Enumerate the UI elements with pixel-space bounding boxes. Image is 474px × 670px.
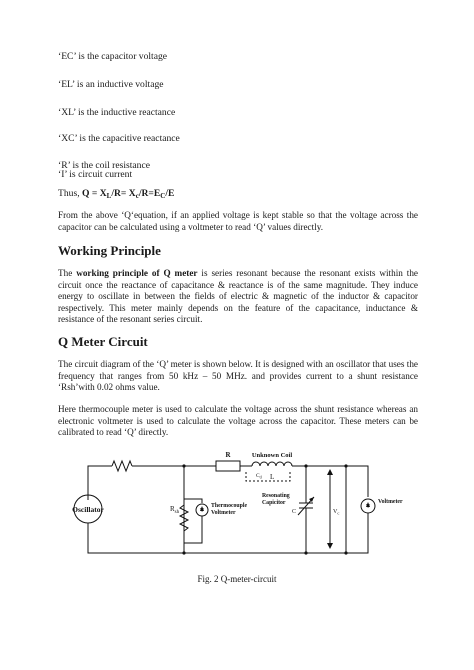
formula-q: Q = X	[81, 188, 107, 199]
cd-main: C	[256, 473, 260, 479]
formula-mid: /R= X	[111, 188, 136, 199]
formula-sub-c: c	[135, 192, 139, 200]
cd-label	[256, 473, 262, 480]
vc-label	[333, 509, 339, 516]
intro-paragraph: From the above ‘Q‘equation, if an applied voltage is kept stable so that the voltage across the capacitor can be calculated using a voltmeter to read ‘Q’ values directly.	[58, 210, 418, 232]
definition-ec: ‘EC’ is the capacitor voltage	[58, 51, 168, 62]
unknown-coil-label: Unknown Coil	[251, 452, 293, 459]
q-formula	[58, 188, 174, 200]
wp-text: is series resonant because the resonant exists within the circuit once the reactance of capacitance & reactance is of the same magnitude. They induce energy to oscillate in between the fields of electric & magnetic of the inductor & capacitor respectively. This meter mainly depends on the feature of the capacitance, inductance & resistance of the resonant series circuit.	[58, 268, 418, 325]
definition-xc: ‘XC’ is the capacitive reactance	[58, 133, 180, 144]
rsh-label	[170, 505, 180, 515]
thermocouple-label-2: Voltmeter	[211, 510, 236, 516]
circuit-paragraph-2: Here thermocouple meter is used to calculate the voltage across the shunt resistance whereas an electronic voltmeter is used to calculate the voltage across the capacitor. These meters can be calibrated to read ‘Q’ directly.	[58, 404, 418, 438]
formula-prefix: Thus,	[58, 188, 82, 199]
thermocouple-label-1: Thermocouple	[211, 503, 248, 509]
working-principle-heading: Working Principle	[58, 243, 161, 258]
vc-sub: c	[337, 510, 340, 516]
formula-rest: /R=E	[138, 188, 161, 199]
l-label: L	[270, 473, 275, 481]
resonating-label-2: Capicitor	[262, 500, 286, 506]
definition-r: ‘R’ is the coil resistance	[58, 160, 150, 171]
rsh-main: R	[170, 505, 175, 513]
voltmeter-label: Voltmeter	[378, 499, 403, 505]
r-label: R	[225, 451, 231, 459]
working-principle-paragraph	[58, 268, 418, 326]
resonating-label-1: Resonating	[262, 493, 290, 499]
definition-xl: ‘XL’ is the inductive reactance	[58, 107, 176, 118]
wp-bold-term: working principle of Q meter	[76, 268, 198, 278]
formula-end: /E	[165, 188, 175, 199]
voltmeter-v-symbol: V	[365, 504, 371, 510]
rsh-sub: sh	[174, 510, 180, 515]
oscillator-label: Oscillator	[72, 505, 104, 514]
q-meter-circuit-diagram	[72, 447, 403, 565]
definition-el: ‘EL’ is an inductive voltage	[58, 79, 164, 90]
vc-main: V	[333, 509, 338, 515]
formula-sub-c2: C	[160, 192, 166, 200]
definition-i: ‘I’ is circuit current	[58, 169, 133, 180]
q-meter-circuit-heading: Q Meter Circuit	[58, 334, 148, 349]
thermocouple-v-symbol: V	[199, 508, 205, 514]
formula-sub-l: L	[106, 192, 112, 200]
cd-sub: d	[259, 474, 262, 480]
circuit-paragraph-1: The circuit diagram of the ‘Q’ meter is shown below. It is designed with an oscillator that uses the frequency that ranges from 50 kHz – 50 MHz. and provides current to a shunt resistance ‘Rsh’with 0.02 ohms value.	[58, 359, 418, 393]
wp-lead: The	[58, 268, 77, 278]
figure-caption: Fig. 2 Q-meter-circuit	[197, 574, 277, 584]
c-label: C	[292, 509, 297, 515]
